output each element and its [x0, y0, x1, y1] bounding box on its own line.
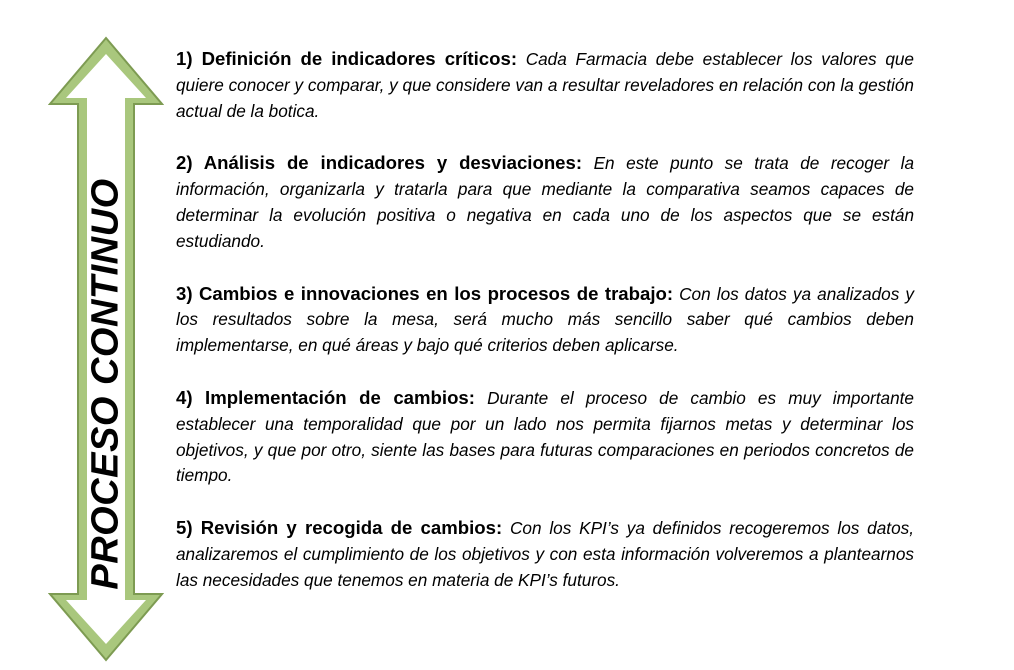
step-item	[176, 281, 914, 359]
step-item	[176, 150, 914, 254]
double-arrow-graphic	[48, 36, 164, 662]
step-heading: 2) Análisis de indicadores y desviaciones:	[176, 152, 583, 174]
step-item	[176, 385, 914, 489]
step-description: En este punto se trata de recoger la información, organizarla y tratarla para que mediante la comparativa seamos capaces de determinar la evolución positiva o negativa en cada uno de los aspectos que se están estudiando.	[176, 153, 914, 251]
step-item	[176, 46, 914, 124]
step-heading: 1) Definición de indicadores críticos:	[176, 48, 518, 69]
step-description: Con los datos ya analizados y los resultados sobre la mesa, será mucho más sencillo saber qué cambios deben implementarse, en qué áreas y bajo qué criterios deben aplicarse.	[176, 283, 914, 356]
step-heading: 4) Implementación de cambios:	[176, 386, 475, 408]
step-heading: 3) Cambios e innovaciones en los procesos de trabajo:	[176, 282, 674, 304]
process-steps-list	[176, 46, 914, 620]
process-label: PROCESO CONTINUO	[84, 178, 127, 590]
step-description: Durante el proceso de cambio es muy importante establecer una temporalidad que por un lado nos permita fijarnos metas y determinar los objetivos, y que por otro, siente las bases para futuras comparaciones en periodos concretos de tiempo.	[176, 387, 914, 486]
step-description: Cada Farmacia debe establecer los valores que quiere conocer y comparar, y que considere van a resultar reveladores en relación con la gestión actual de la botica.	[176, 49, 914, 121]
step-heading: 5) Revisión y recogida de cambios:	[176, 517, 503, 539]
step-item	[176, 515, 914, 593]
step-description: Con los KPI’s ya definidos recogeremos los datos, analizaremos el cumplimiento de los objetivos y con esta información volveremos a plantearnos las necesidades que tenemos en materia de KPI’s futuros.	[176, 518, 914, 590]
